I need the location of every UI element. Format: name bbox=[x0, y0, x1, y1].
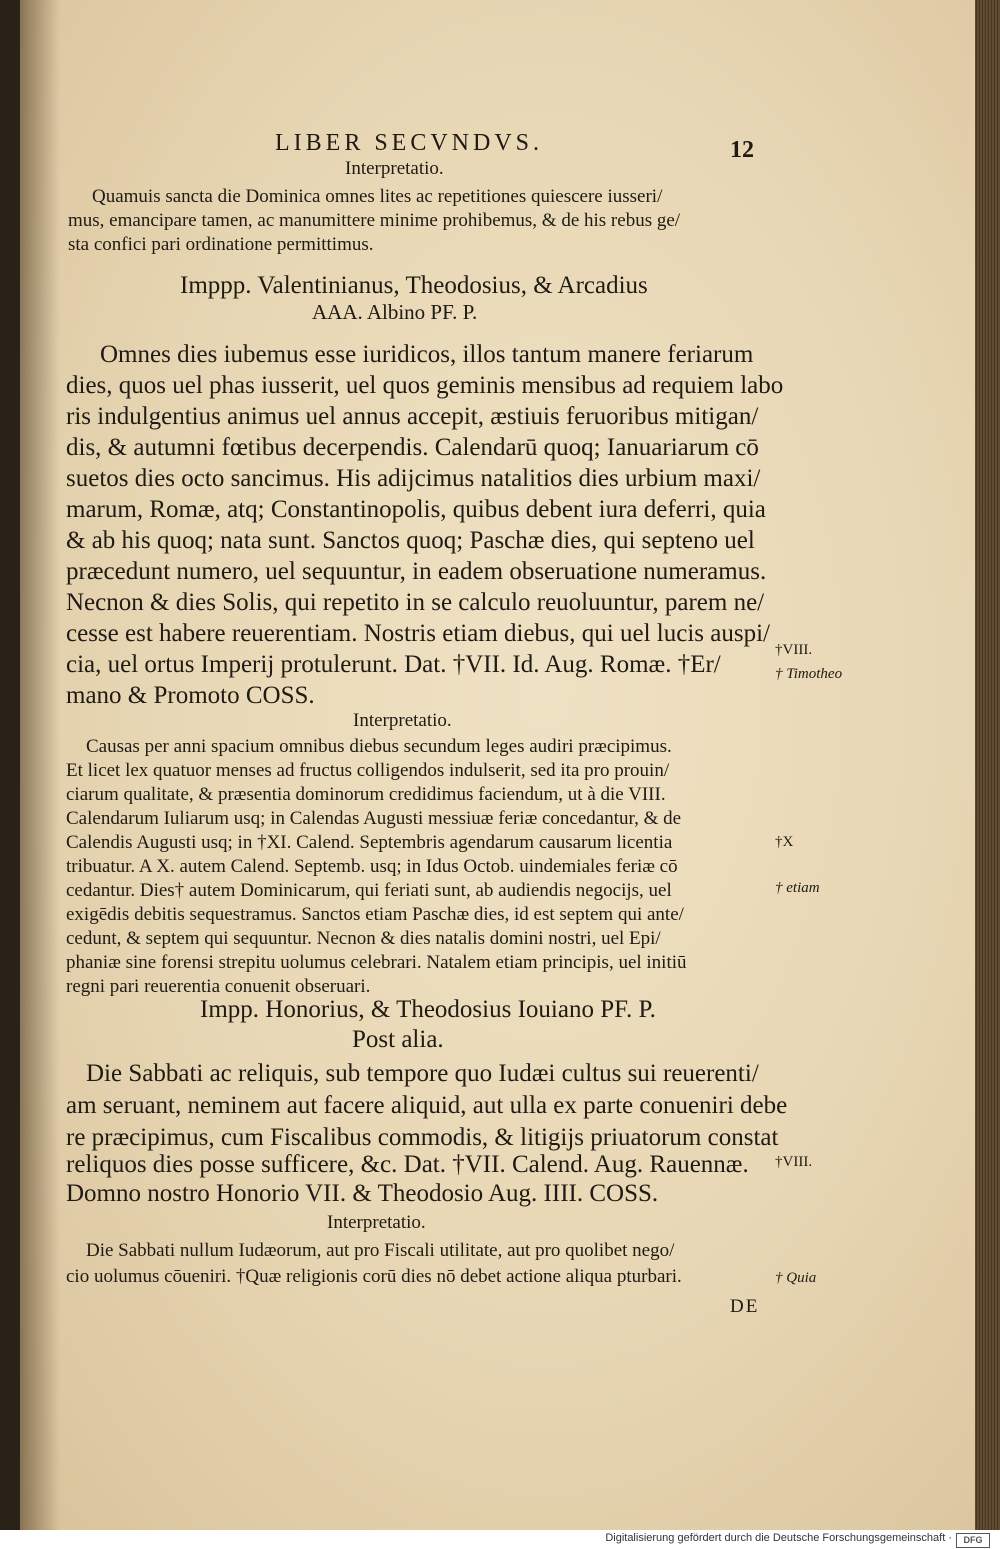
law-heading: AAA. Albino PF. P. bbox=[312, 300, 478, 324]
text-line: ris indulgentius animus uel annus accepit, æstiuis feruoribus mitigan/ bbox=[66, 403, 759, 430]
text-line: Quamuis sancta die Dominica omnes lites ac repetitiones quiescere iusseri/ bbox=[92, 186, 663, 207]
text-line: præcedunt numero, uel sequuntur, in eadem obseruatione numeramus. bbox=[66, 558, 767, 585]
text-line: Domno nostro Honorio VII. & Theodosio Aug. IIII. COSS. bbox=[66, 1180, 659, 1207]
text-line: re præcipimus, cum Fiscalibus commodis, & litigijs priuatorum constat bbox=[66, 1124, 779, 1151]
text-line: regni pari reuerentia conuenit obseruari. bbox=[66, 976, 371, 997]
marginal-note: †X bbox=[775, 834, 794, 850]
text-line: cia, uel ortus Imperij protulerunt. Dat. †VII. Id. Aug. Romæ. †Er/ bbox=[66, 651, 721, 678]
text-line: ciarum qualitate, & præsentia dominorum credidimus faciendum, ut à die VIII. bbox=[66, 784, 666, 805]
interpretatio-label: Interpretatio. bbox=[327, 1212, 426, 1233]
dfg-logo-icon: DFG bbox=[956, 1533, 990, 1548]
law-heading: Post alia. bbox=[352, 1026, 444, 1053]
marginal-note: †VIII. bbox=[775, 642, 813, 658]
text-line: Et licet lex quatuor menses ad fructus colligendos indulserit, sed ita pro prouin/ bbox=[66, 760, 670, 781]
text-line: cedunt, & septem qui sequuntur. Necnon & dies natalis domini nostri, uel Epi/ bbox=[66, 928, 661, 949]
text-line: phaniæ sine forensi strepitu uolumus celebrari. Natalem etiam principis, uel initiū bbox=[66, 952, 687, 973]
running-head-title: LIBER SECVNDVS. bbox=[275, 130, 544, 156]
footer-credit: Digitalisierung gefördert durch die Deutsche Forschungsgemeinschaft · bbox=[605, 1532, 952, 1544]
text-line: suetos dies octo sancimus. His adijcimus natalitios dies urbium maxi/ bbox=[66, 465, 761, 492]
marginal-note: † etiam bbox=[775, 880, 820, 896]
text-line: mus, emancipare tamen, ac manumittere minime prohibemus, & de his rebus ge/ bbox=[68, 210, 681, 231]
text-line: tribuatur. A X. autem Calend. Septemb. usq; in Idus Octob. uindemiales feriæ cō bbox=[66, 856, 678, 877]
footer-bar bbox=[0, 1530, 1000, 1549]
marginal-note: †VIII. bbox=[775, 1154, 813, 1170]
text-line: dies, quos uel phas iusserit, uel quos geminis mensibus ad requiem labo bbox=[66, 372, 784, 399]
text-line: marum, Romæ, atq; Constantinopolis, quibus debent iura deferri, quia bbox=[66, 496, 766, 523]
law-heading: Imppp. Valentinianus, Theodosius, & Arcadius bbox=[180, 272, 648, 299]
text-line: cesse est habere reuerentiam. Nostris etiam diebus, qui uel lucis auspi/ bbox=[66, 620, 770, 647]
text-line: cio uolumus cōueniri. †Quæ religionis corū dies nō debet actione aliqua pturbari. bbox=[66, 1266, 682, 1287]
text-line: sta confici pari ordinatione permittimus. bbox=[68, 234, 374, 255]
text-line: Die Sabbati ac reliquis, sub tempore quo Iudæi cultus sui reuerenti/ bbox=[86, 1060, 759, 1087]
text-line: reliquos dies posse sufficere, &c. Dat. †VII. Calend. Aug. Rauennæ. bbox=[66, 1151, 749, 1178]
text-line: exigēdis debitis sequestramus. Sanctos etiam Paschæ dies, id est septem qui ante/ bbox=[66, 904, 684, 925]
text-line: & ab his quoq; nata sunt. Sanctos quoq; Paschæ dies, qui septeno uel bbox=[66, 527, 755, 554]
text-line: Calendarum Iuliarum usq; in Calendas Augusti messiuæ feriæ concedantur, & de bbox=[66, 808, 682, 829]
interpretatio-label: Interpretatio. bbox=[345, 158, 444, 179]
text-line: Necnon & dies Solis, qui repetito in se calculo reuoluuntur, parem ne/ bbox=[66, 589, 765, 616]
text-line: am seruant, neminem aut facere aliquid, aut ulla ex parte conueniri debe bbox=[66, 1092, 788, 1119]
text-line: mano & Promoto COSS. bbox=[66, 682, 315, 709]
text-line: Die Sabbati nullum Iudæorum, aut pro Fiscali utilitate, aut pro quolibet nego/ bbox=[86, 1240, 675, 1261]
catchword: DE bbox=[730, 1296, 760, 1317]
folio-number: 12 bbox=[730, 137, 754, 163]
marginal-note: † Quia bbox=[775, 1270, 817, 1286]
text-line: cedantur. Dies† autem Dominicarum, qui feriati sunt, ab audiendis negocijs, uel bbox=[66, 880, 672, 901]
text-line: dis, & autumni fœtibus decerpendis. Calendarū quoq; Ianuariarum cō bbox=[66, 434, 759, 461]
law-heading: Impp. Honorius, & Theodosius Iouiano PF. P. bbox=[200, 996, 656, 1023]
interpretatio-label: Interpretatio. bbox=[353, 710, 452, 731]
page-edges bbox=[975, 0, 1000, 1530]
marginal-note: † Timotheo bbox=[775, 666, 843, 682]
text-line: Causas per anni spacium omnibus diebus secundum leges audiri præcipimus. bbox=[86, 736, 672, 757]
text-line: Calendis Augusti usq; in †XI. Calend. Septembris agendarum causarum licentia bbox=[66, 832, 673, 853]
text-line: Omnes dies iubemus esse iuridicos, illos tantum manere feriarum bbox=[100, 341, 754, 368]
